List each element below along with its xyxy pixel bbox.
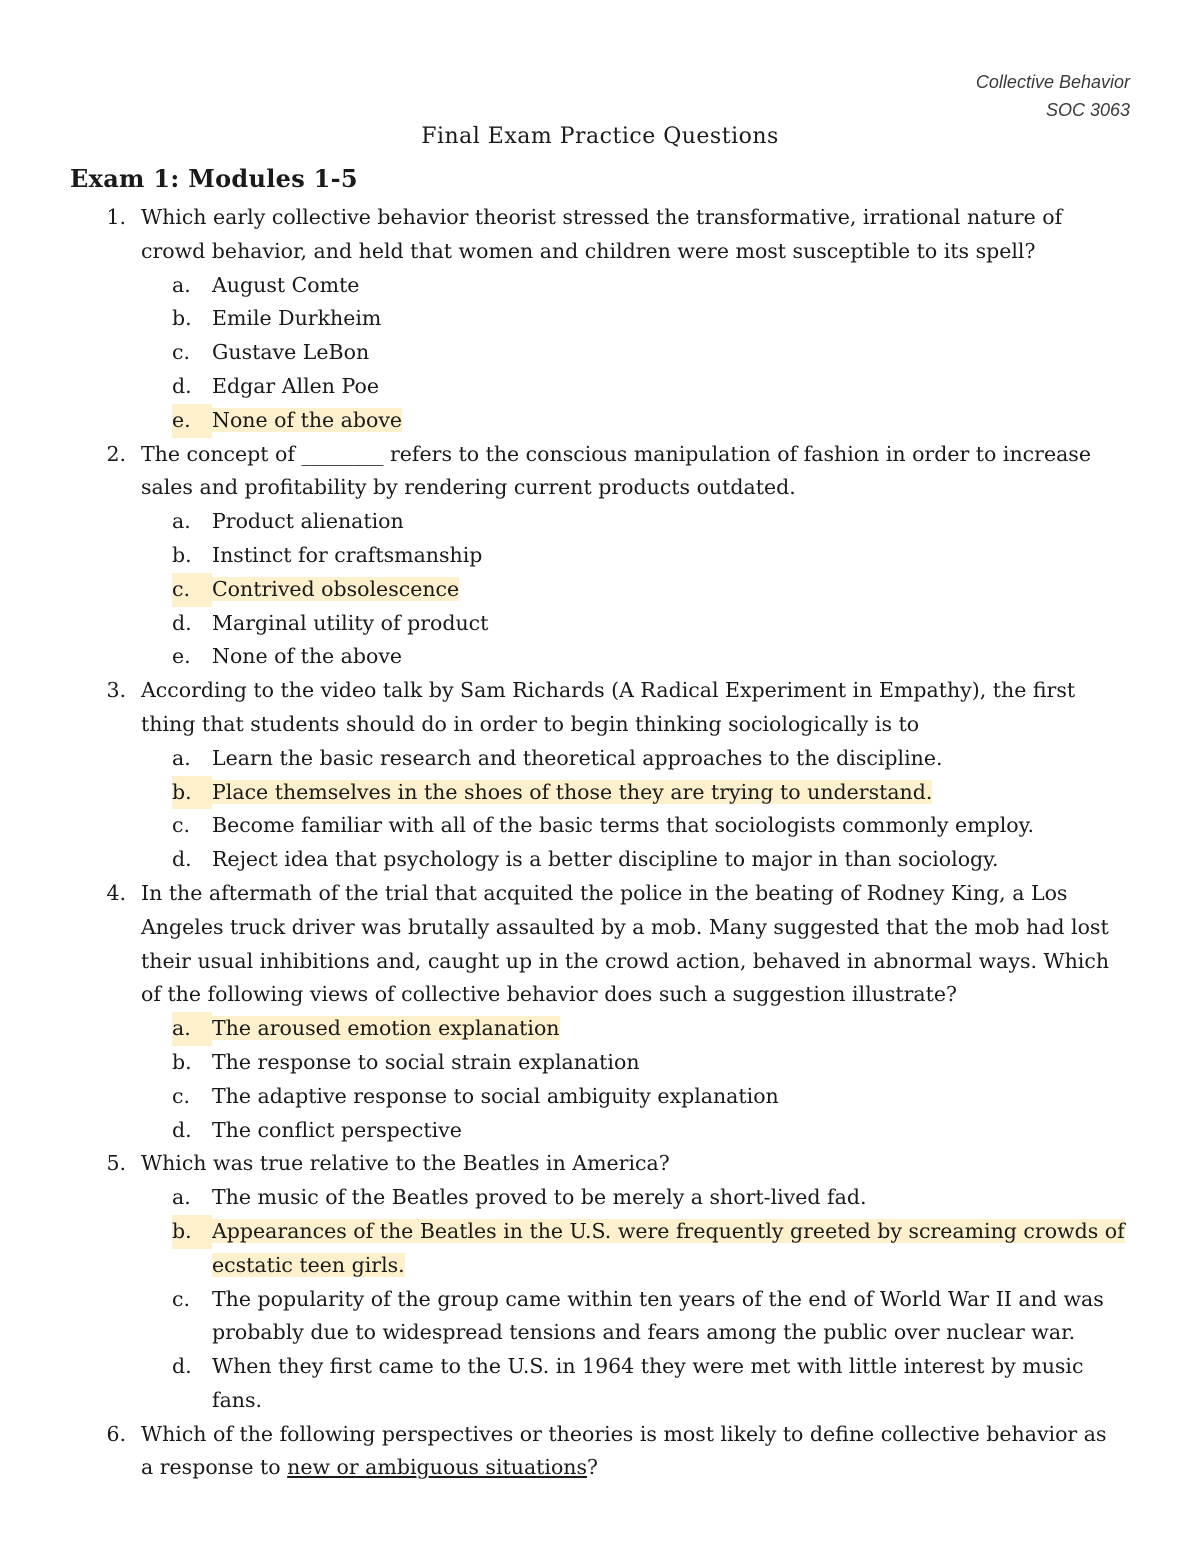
answer-option xyxy=(0,1350,1125,1418)
answer-option xyxy=(0,1114,1125,1148)
answer-option-correct xyxy=(0,404,1125,438)
option-text: Gustave LeBon xyxy=(212,340,370,365)
question-number: 3. xyxy=(106,678,126,703)
question xyxy=(0,1418,1125,1486)
answer-option xyxy=(0,640,1125,674)
question-text: In the aftermath of the trial that acquited the police in the beating of Rodney King, a Los Angeles truck driver was brutally assaulted by a mob. Many suggested that the mob had lost their usual inhibitions and, caught up in the crowd action, behaved in abnormal ways. Which of the following views of collective behavior does such a suggestion illustrate? xyxy=(141,880,1110,1007)
option-letter: c. xyxy=(172,813,190,838)
question-number: 4. xyxy=(106,880,126,905)
option-text-highlighted: Place themselves in the shoes of those they are trying to understand. xyxy=(212,779,933,804)
answer-option xyxy=(0,302,1125,336)
question-text: Which was true relative to the Beatles in America? xyxy=(141,1151,670,1176)
question-text-end: ? xyxy=(587,1455,599,1480)
option-text-highlighted: Contrived obsolescence xyxy=(212,576,460,601)
answer-option-correct xyxy=(0,1012,1125,1046)
option-letter: c. xyxy=(172,1083,190,1108)
course-name: Collective Behavior xyxy=(975,72,1130,92)
option-letter: a. xyxy=(172,1012,212,1046)
question-number: 2. xyxy=(106,441,126,466)
question-text: Which of the following perspectives or theories is most likely to define collective behavior as a response to xyxy=(141,1421,1107,1480)
option-text: Edgar Allen Poe xyxy=(212,373,379,398)
answer-option xyxy=(0,269,1125,303)
option-text: None of the above xyxy=(212,644,403,669)
option-text-highlighted: The aroused emotion explanation xyxy=(212,1016,560,1041)
question-number: 5. xyxy=(106,1151,126,1176)
question-text: The concept of ________ refers to the conscious manipulation of fashion in order to increase sales and profitability by rendering current products outdated. xyxy=(141,441,1091,500)
option-letter: d. xyxy=(172,1354,192,1379)
option-letter: b. xyxy=(172,306,192,331)
option-letter: b. xyxy=(172,776,212,810)
option-letter: c. xyxy=(172,573,212,607)
question xyxy=(0,674,1125,742)
option-text: Emile Durkheim xyxy=(212,306,382,331)
option-letter: a. xyxy=(172,745,191,770)
answer-option xyxy=(0,1283,1125,1351)
option-text: Become familiar with all of the basic terms that sociologists commonly employ. xyxy=(212,813,1034,838)
option-letter: a. xyxy=(172,272,191,297)
option-letter: c. xyxy=(172,1286,190,1311)
document-header xyxy=(976,68,1130,124)
option-text: Marginal utility of product xyxy=(212,610,489,635)
answer-option-correct xyxy=(0,1215,1125,1283)
answer-option-correct xyxy=(0,776,1125,810)
option-text: August Comte xyxy=(212,272,360,297)
option-letter: b. xyxy=(172,1215,212,1249)
question-list xyxy=(0,201,1200,1485)
option-letter: d. xyxy=(172,1117,192,1142)
option-text: Instinct for craftsmanship xyxy=(212,542,483,567)
page-title: Final Exam Practice Questions xyxy=(421,124,779,149)
answer-option xyxy=(0,539,1125,573)
question xyxy=(0,877,1125,1012)
option-letter: c. xyxy=(172,340,190,365)
option-text: Reject idea that psychology is a better discipline to major in than sociology. xyxy=(212,847,999,872)
option-text: The music of the Beatles proved to be merely a short-lived fad. xyxy=(212,1185,867,1210)
answer-option xyxy=(0,1181,1125,1215)
option-text-highlighted: None of the above xyxy=(212,407,403,432)
answer-option xyxy=(0,809,1125,843)
option-letter: d. xyxy=(172,610,192,635)
answer-option xyxy=(0,336,1125,370)
underlined-phrase: new or ambiguous situations xyxy=(287,1455,588,1480)
question xyxy=(0,438,1125,506)
answer-option xyxy=(0,843,1125,877)
answer-option xyxy=(0,1080,1125,1114)
option-letter: d. xyxy=(172,373,192,398)
course-code: SOC 3063 xyxy=(1045,100,1130,120)
answer-option-correct xyxy=(0,573,1125,607)
answer-option xyxy=(0,607,1125,641)
option-text: When they first came to the U.S. in 1964 they were met with little interest by music fans. xyxy=(212,1354,1084,1412)
option-text: The response to social strain explanation xyxy=(212,1049,640,1074)
option-text: The popularity of the group came within ten years of the end of World War II and was probably due to widespread tensions and fears among the public over nuclear war. xyxy=(212,1286,1104,1345)
answer-option xyxy=(0,505,1125,539)
question-text: According to the video talk by Sam Richards (A Radical Experiment in Empathy), the first thing that students should do in order to begin thinking sociologically is to xyxy=(141,678,1076,736)
option-letter: d. xyxy=(172,847,192,872)
option-text-highlighted: Appearances of the Beatles in the U.S. were frequently greeted by screaming crowds of ecstatic teen girls. xyxy=(212,1218,1125,1277)
option-text: The conflict perspective xyxy=(212,1117,462,1142)
option-text: Learn the basic research and theoretical approaches to the discipline. xyxy=(212,745,943,770)
option-letter: b. xyxy=(172,1049,192,1074)
option-text: The adaptive response to social ambiguity explanation xyxy=(212,1083,779,1108)
section-heading: Exam 1: Modules 1-5 xyxy=(70,164,358,193)
answer-option xyxy=(0,742,1125,776)
option-letter: a. xyxy=(172,509,191,534)
answer-option xyxy=(0,370,1125,404)
option-letter: e. xyxy=(172,644,191,669)
question-text: Which early collective behavior theorist stressed the transformative, irrational nature of crowd behavior, and held that women and children were most susceptible to its spell? xyxy=(141,205,1063,263)
option-text: Product alienation xyxy=(212,509,404,534)
question-number: 1. xyxy=(106,205,126,229)
option-letter: a. xyxy=(172,1185,191,1210)
question xyxy=(0,201,1125,269)
option-letter: e. xyxy=(172,404,212,438)
answer-option xyxy=(0,1046,1125,1080)
option-letter: b. xyxy=(172,542,192,567)
question-number: 6. xyxy=(106,1421,126,1446)
question xyxy=(0,1147,1125,1181)
